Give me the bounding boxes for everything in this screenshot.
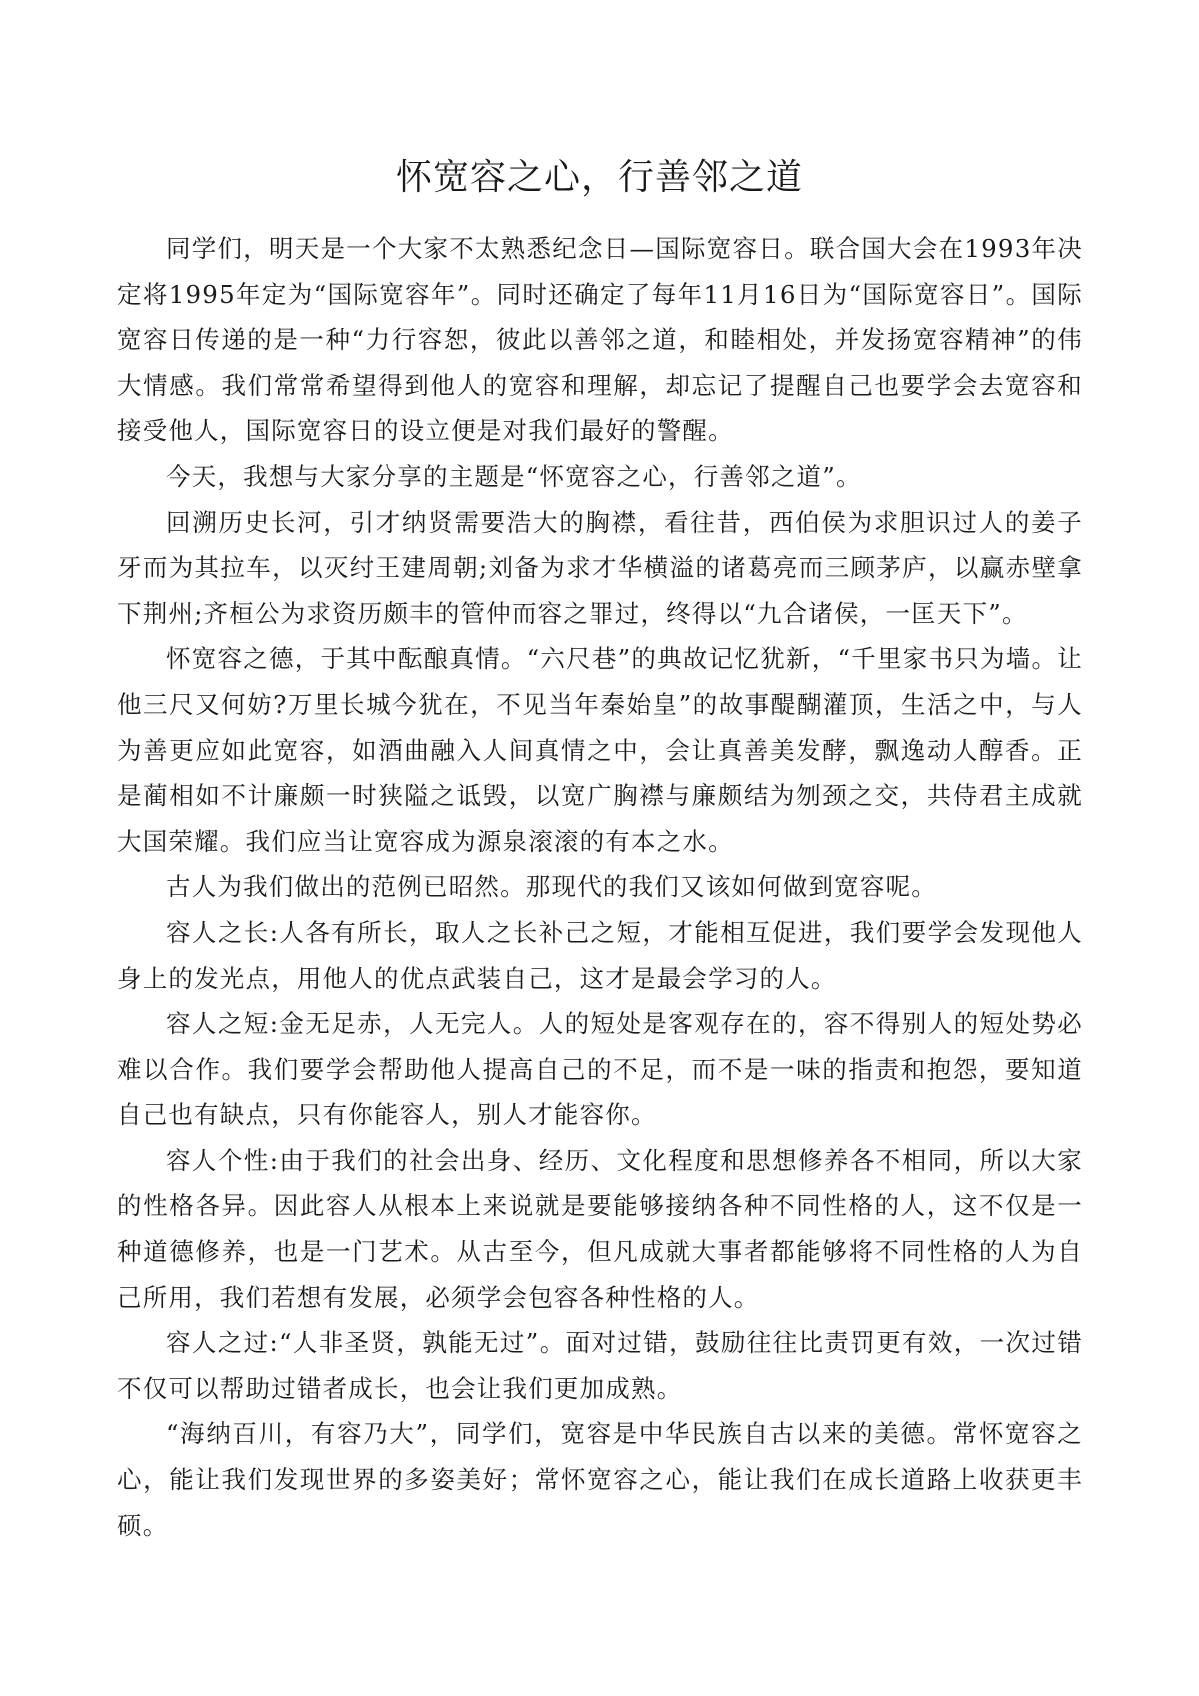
paragraph: 容人之长:人各有所长，取人之长补己之短，才能相互促进，我们要学会发现他人身上的发光点，用他人的优点武装自己，这才是最会学习的人。 (117, 917, 1083, 993)
document-title: 怀宽容之心，行善邻之道 (395, 156, 803, 197)
paragraph: 容人之短:金无足赤，人无完人。人的短处是客观存在的，容不得别人的短处势必难以合作。我们要学会帮助他人提高自己的不足，而不是一味的指责和抱怨，要知道自己也有缺点，只有你能容人，别人才能容你。 (117, 1009, 1083, 1130)
paragraph: 今天，我想与大家分享的主题是“怀宽容之心，行善邻之道”。 (166, 461, 862, 491)
paragraph: 容人个性:由于我们的社会出身、经历、文化程度和思想修养各不相同，所以大家的性格各异。因此容人从根本上来说就是要能够接纳各种不同性格的人，这不仅是一种道德修养，也是一门艺术。从古至今，但凡成就大事者都能够将不同性格的人为自己所用，我们若想有发展，必须学会包容各种性格的人。 (117, 1145, 1083, 1312)
paragraph: 容人之过:“人非圣贤，孰能无过”。面对过错，鼓励往往比责罚更有效，一次过错不仅可以帮助过错者成长，也会让我们更加成熟。 (117, 1328, 1083, 1403)
paragraph: 回溯历史长河，引才纳贤需要浩大的胸襟，看往昔，西伯侯为求胆识过人的姜子牙而为其拉车，以灭纣王建周朝;刘备为求才华横溢的诸葛亮而三顾茅庐，以赢赤壁拿下荆州;齐桓公为求资历颇丰的管仲而容之罪过，终得以“九合诸侯，一匡天下”。 (117, 507, 1083, 628)
paragraph: “海纳百川，有容乃大”，同学们，宽容是中华民族自古以来的美德。常怀宽容之心，能让我们发现世界的多姿美好；常怀宽容之心，能让我们在成长道路上收获更丰硕。 (117, 1419, 1083, 1540)
paragraph: 怀宽容之德，于其中酝酿真情。“六尺巷”的典故记忆犹新，“千里家书只为墙。让他三尺又何妨?万里长城今犹在，不见当年秦始皇”的故事醍醐灌顶，生活之中，与人为善更应如此宽容，如酒曲融入人间真情之中，会让真善美发酵，飘逸动人醇香。正是蔺相如不计廉颇一时狭隘之诋毁，以宽广胸襟与廉颇结为刎颈之交，共侍君主成就大国荣耀。我们应当让宽容成为源泉滚滚的有本之水。 (117, 644, 1083, 856)
document-body (117, 226, 1083, 1548)
paragraph: 古人为我们做出的范例已昭然。那现代的我们又该如何做到宽容呢。 (166, 872, 937, 902)
paragraph: 同学们，明天是一个大家不太熟悉纪念日—国际宽容日。联合国大会在1993年决定将1995年定为“国际宽容年”。同时还确定了每年11月16日为“国际宽容日”。国际宽容日传递的是一种“力行容恕，彼此以善邻之道，和睦相处，并发扬宽容精神”的伟大情感。我们常常希望得到他人的宽容和理解，却忘记了提醒自己也要学会去宽容和接受他人，国际宽容日的设立便是对我们最好的警醒。 (117, 234, 1083, 446)
